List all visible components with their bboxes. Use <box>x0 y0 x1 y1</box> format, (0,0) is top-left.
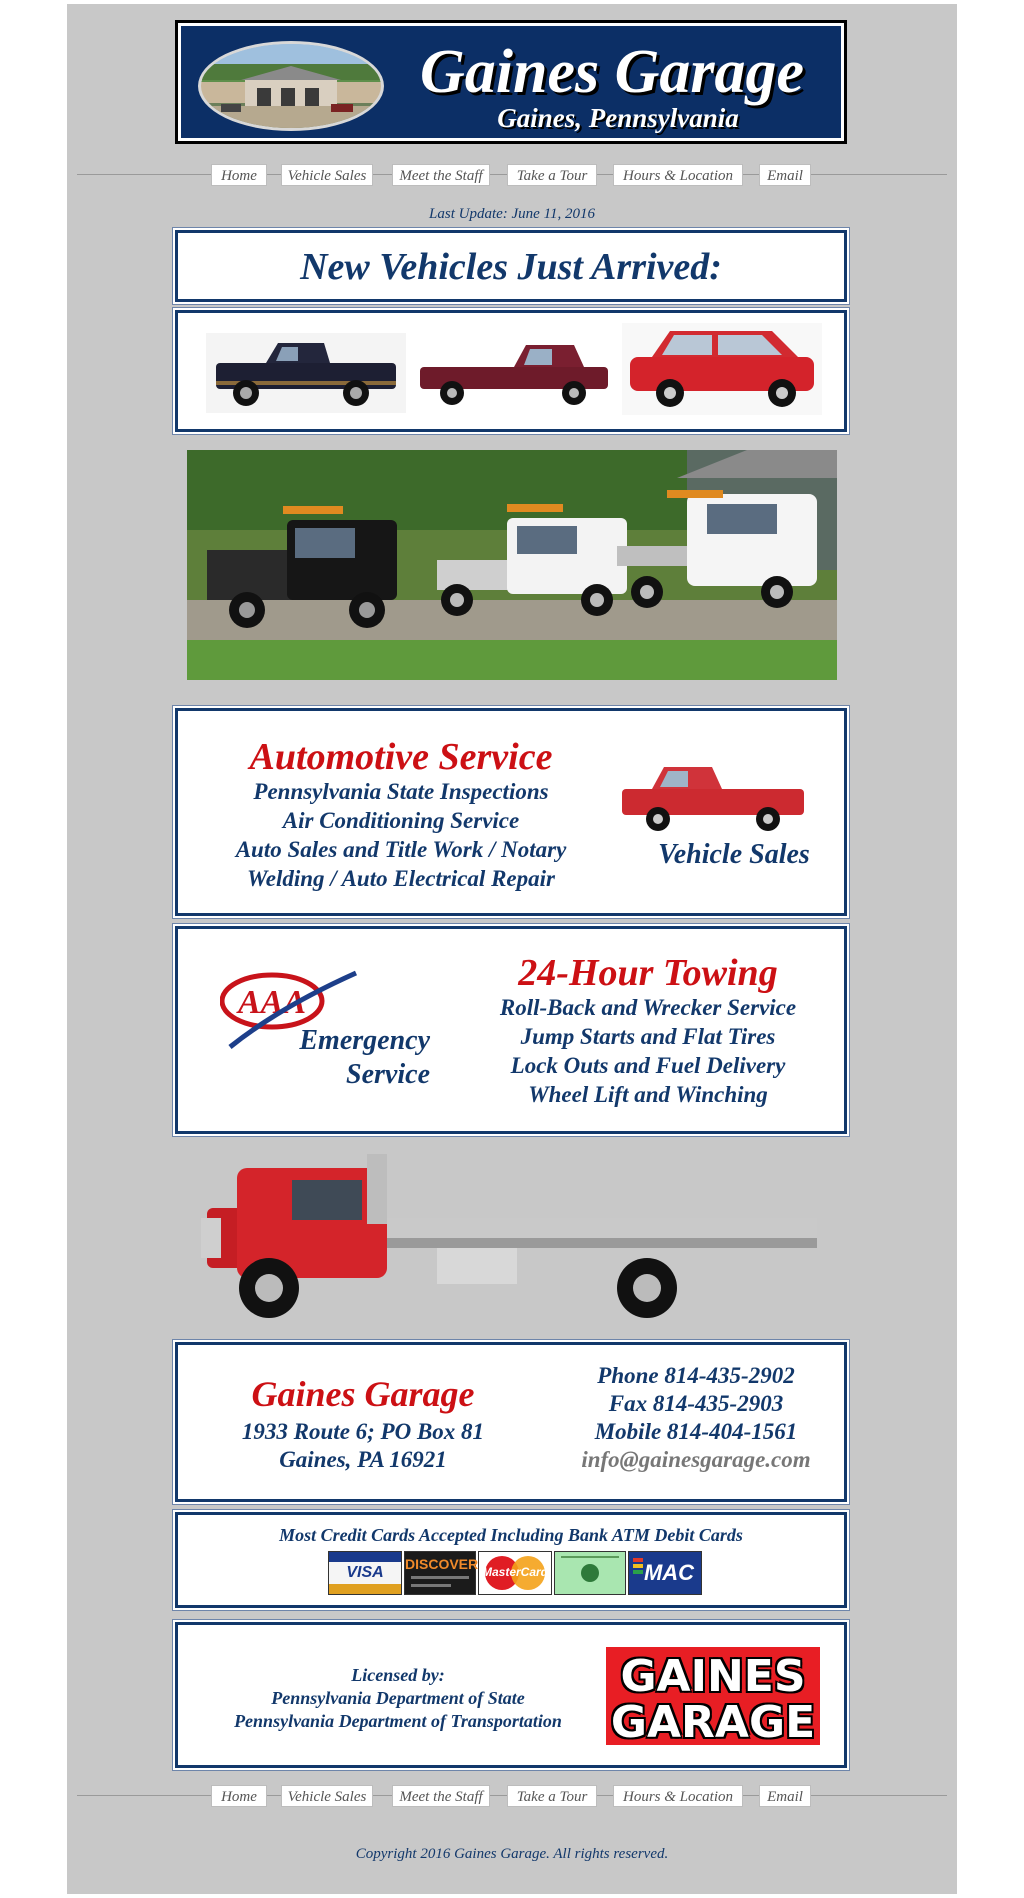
footer-nav-take-a-tour[interactable]: Take a Tour <box>507 1785 597 1807</box>
contact-email-link[interactable]: info@gainesgarage.com <box>581 1447 811 1472</box>
license-line-2: Pennsylvania Department of Transportation <box>234 1711 562 1731</box>
emergency-line-1: Emergency <box>299 1025 430 1056</box>
nav-email[interactable]: Email <box>759 164 811 186</box>
nav-hours-location[interactable]: Hours & Location <box>613 164 743 186</box>
nav-meet-the-staff[interactable]: Meet the Staff <box>392 164 490 186</box>
license-line-1: Pennsylvania Department of State <box>271 1688 525 1708</box>
emergency-line-2: Service <box>346 1059 430 1090</box>
payments-box <box>175 1512 847 1608</box>
contact-fax: Fax 814-435-2903 <box>608 1391 784 1416</box>
tow-truck-fleet-photo <box>187 450 837 680</box>
contact-box <box>175 1342 847 1502</box>
automotive-line-4: Welding / Auto Electrical Repair <box>247 866 555 891</box>
nav-take-a-tour[interactable]: Take a Tour <box>507 164 597 186</box>
copyright: Copyright 2016 Gaines Garage. All rights reserved. <box>355 1846 669 1862</box>
vehicle-sales-link[interactable]: Vehicle Sales <box>658 839 810 870</box>
credit-card-logos <box>328 1551 698 1595</box>
towing-line-4: Wheel Lift and Winching <box>528 1082 768 1107</box>
automotive-line-2: Air Conditioning Service <box>282 808 520 833</box>
top-nav <box>67 164 957 188</box>
page-container <box>67 4 957 1894</box>
last-update: Last Update: June 11, 2016 <box>429 206 595 222</box>
atm-card-icon <box>554 1551 626 1595</box>
mac-card-icon: MAC <box>628 1551 702 1595</box>
red-suv-photo[interactable] <box>622 323 822 415</box>
footer-nav-email[interactable]: Email <box>759 1785 811 1807</box>
automotive-line-3: Auto Sales and Title Work / Notary <box>235 837 567 862</box>
contact-address-1: 1933 Route 6; PO Box 81 <box>241 1419 485 1444</box>
flatbed-tow-truck-photo <box>197 1148 827 1328</box>
automotive-line-1: Pennsylvania State Inspections <box>253 779 549 804</box>
contact-mobile: Mobile 814-404-1561 <box>594 1419 798 1444</box>
footer-nav-meet-the-staff[interactable]: Meet the Staff <box>392 1785 490 1807</box>
header-banner <box>175 20 847 144</box>
aaa-logo-text: AAA <box>237 984 307 1021</box>
contact-name: Gaines Garage <box>251 1374 475 1414</box>
automotive-service-box <box>175 708 847 916</box>
gaines-garage-logo: GAINES GARAGE <box>606 1647 820 1745</box>
footer-nav-vehicle-sales[interactable]: Vehicle Sales <box>281 1785 373 1807</box>
garage-building-photo <box>198 41 384 131</box>
automotive-heading: Automotive Service <box>249 736 553 778</box>
discover-card-icon: DISCOVER <box>404 1551 476 1595</box>
site-subtitle: Gaines, Pennsylvania <box>497 103 739 133</box>
towing-box <box>175 926 847 1134</box>
license-label: Licensed by: <box>351 1665 445 1685</box>
payments-heading: Most Credit Cards Accepted Including Bank ATM Debit Cards <box>279 1525 743 1545</box>
footer-nav-hours-location[interactable]: Hours & Location <box>613 1785 743 1807</box>
maroon-pickup-photo[interactable] <box>414 337 614 413</box>
towing-heading: 24-Hour Towing <box>518 952 778 994</box>
site-title: Gaines Garage <box>419 38 805 106</box>
mastercard-card-icon: MasterCard <box>478 1551 552 1595</box>
towing-line-2: Jump Starts and Flat Tires <box>520 1024 776 1049</box>
towing-line-1: Roll-Back and Wrecker Service <box>499 995 797 1020</box>
contact-phone: Phone 814-435-2902 <box>597 1363 795 1388</box>
nav-vehicle-sales[interactable]: Vehicle Sales <box>281 164 373 186</box>
contact-address-2: Gaines, PA 16921 <box>279 1447 447 1472</box>
red-pickup-photo[interactable] <box>618 761 808 837</box>
footer-nav-home[interactable]: Home <box>211 1785 267 1807</box>
black-pickup-photo[interactable] <box>206 333 406 413</box>
visa-card-icon: VISA <box>328 1551 402 1595</box>
bottom-nav <box>67 1785 957 1809</box>
towing-line-3: Lock Outs and Fuel Delivery <box>510 1053 786 1078</box>
license-box <box>175 1622 847 1768</box>
new-vehicles-box <box>175 230 847 302</box>
new-vehicles-photos <box>175 310 847 432</box>
nav-home[interactable]: Home <box>211 164 267 186</box>
new-vehicles-heading: New Vehicles Just Arrived: <box>300 246 722 288</box>
